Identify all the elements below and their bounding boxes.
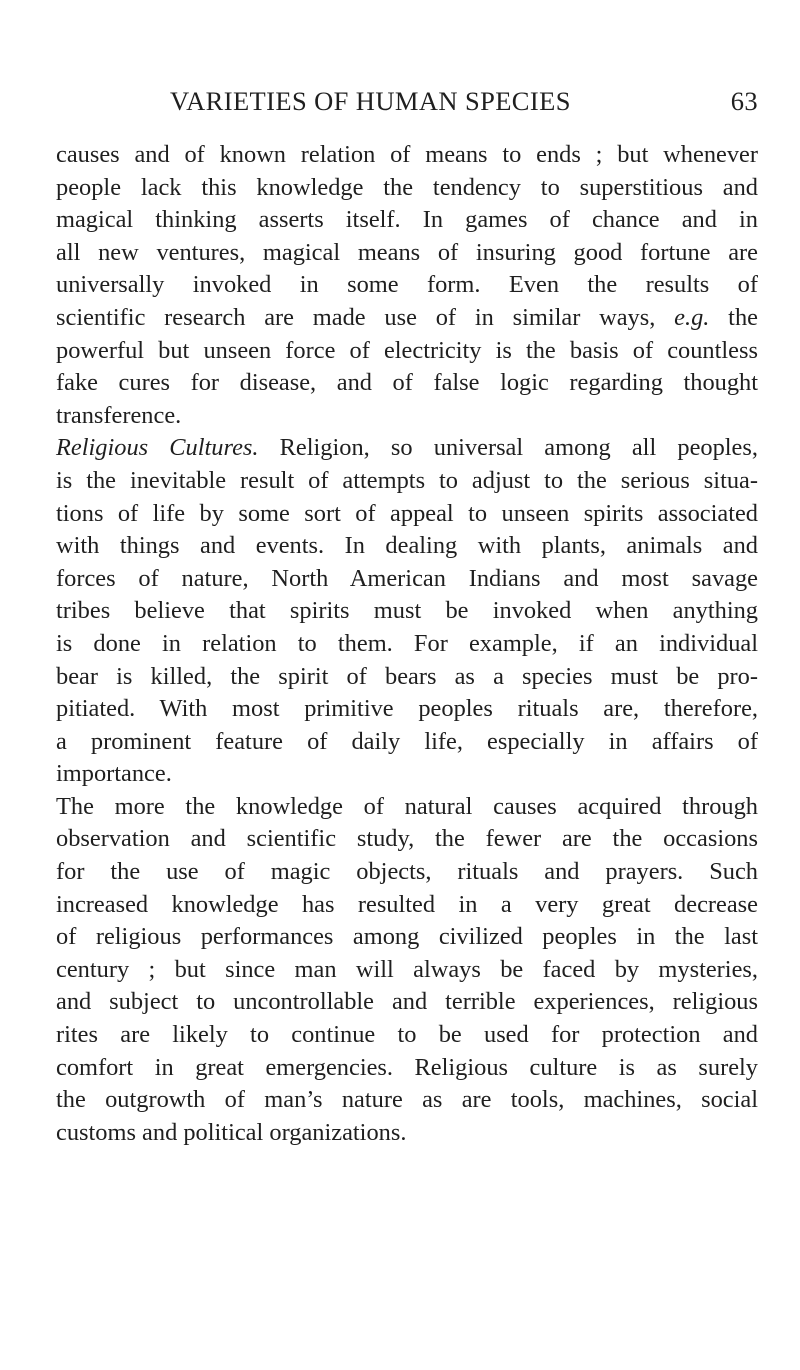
- text-line: transference.: [56, 401, 182, 429]
- text-line: a prominent feature of daily life, especially in affairs of: [56, 727, 758, 755]
- text-line: and subject to uncontrollable and terrible experiences, religious: [56, 988, 758, 1016]
- text-line: the outgrowth of man’s nature as are tools, machines, social: [56, 1086, 758, 1114]
- text-line: pitiated. With most primitive peoples rituals are, therefore,: [56, 695, 758, 723]
- text-line: universally invoked in some form. Even the results of: [56, 271, 758, 299]
- text-line: importance.: [56, 760, 172, 788]
- text-line: fake cures for disease, and of false logic regarding thought: [56, 369, 758, 397]
- text-line: all new ventures, magical means of insuring good fortune are: [56, 238, 758, 266]
- text-line: with things and events. In dealing with plants, animals and: [56, 532, 758, 560]
- text-line: increased knowledge has resulted in a very great decrease: [56, 890, 758, 918]
- running-head: [56, 86, 758, 122]
- text-line: magical thinking asserts itself. In games of chance and in: [56, 206, 758, 234]
- text-line: comfort in great emergencies. Religious culture is as surely: [56, 1053, 758, 1081]
- running-title: VARIETIES OF HUMAN SPECIES: [170, 86, 571, 116]
- text-line: bear is killed, the spirit of bears as a species must be pro-: [56, 662, 758, 690]
- text-line: tions of life by some sort of appeal to unseen spirits associated: [56, 499, 758, 527]
- text-line: customs and political organizations.: [56, 1118, 407, 1146]
- text-line: forces of nature, North American Indians and most savage: [56, 564, 758, 592]
- text-line: people lack this knowledge the tendency to superstitious and: [56, 173, 758, 201]
- text-line: is done in relation to them. For example, if an individual: [56, 629, 758, 657]
- text-line: for the use of magic objects, rituals and prayers. Such: [56, 858, 758, 886]
- body-text: [56, 139, 758, 1149]
- text-line: of religious performances among civilized peoples in the last: [56, 923, 758, 951]
- text-line: is the inevitable result of attempts to adjust to the serious situa-: [56, 466, 758, 494]
- page-number: 63: [730, 86, 758, 116]
- text-line: rites are likely to continue to be used for protection and: [56, 1021, 758, 1049]
- text-line: The more the knowledge of natural causes acquired through: [56, 792, 758, 820]
- text-line: powerful but unseen force of electricity is the basis of countless: [56, 336, 758, 364]
- section-heading: Religious Cultures.: [56, 434, 259, 462]
- text-line: causes and of known relation of means to ends ; but whenever: [56, 141, 758, 168]
- text-line: century ; but since man will always be faced by mysteries,: [56, 955, 758, 983]
- italic-abbreviation: e.g.: [674, 303, 710, 331]
- text-line: Religious Cultures. Religion, so universal among all peoples,: [56, 434, 758, 462]
- text-line: scientific research are made use of in similar ways, e.g. the: [56, 303, 758, 331]
- text-line: observation and scientific study, the fewer are the occasions: [56, 825, 758, 853]
- text-line: tribes believe that spirits must be invoked when anything: [56, 597, 758, 625]
